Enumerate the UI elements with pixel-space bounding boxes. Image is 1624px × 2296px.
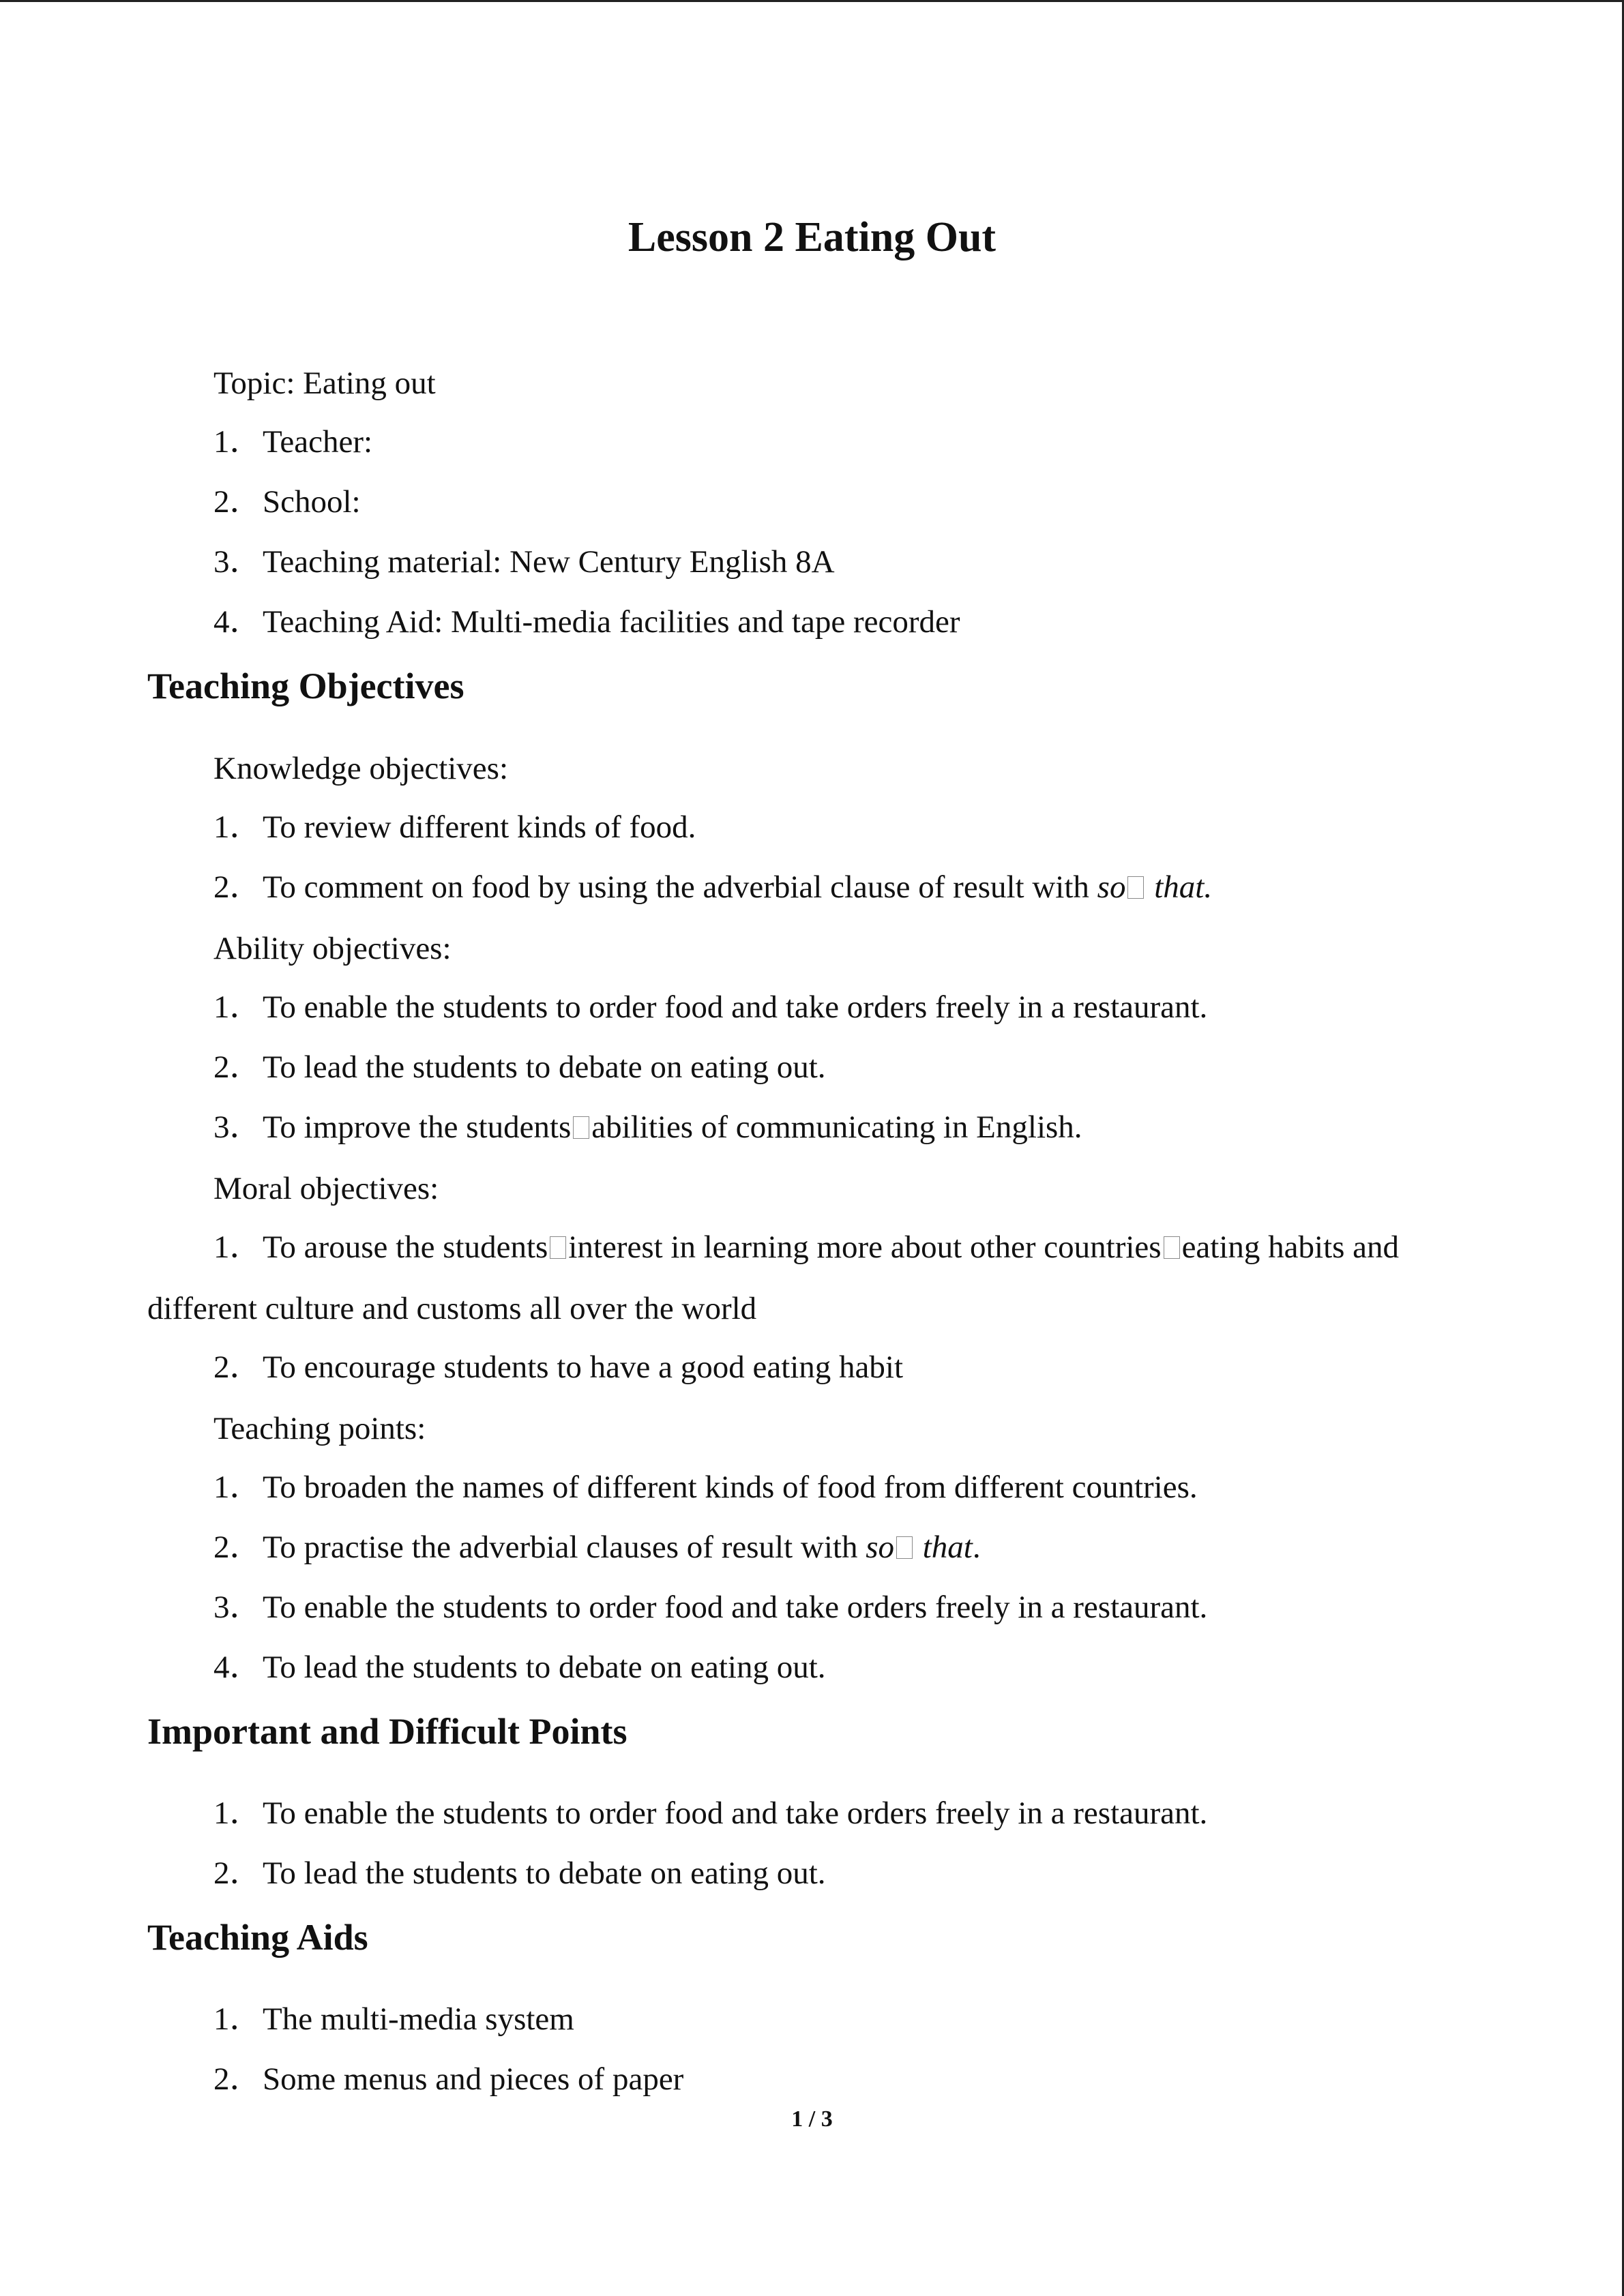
list-number: 1．	[213, 1795, 262, 1831]
list-item-text: To improve the students	[263, 1109, 572, 1145]
teaching-points-label: Teaching points:	[213, 1411, 426, 1446]
aids-item-2	[213, 2059, 683, 2100]
knowledge-objectives-label: Knowledge objectives:	[213, 751, 509, 786]
moral-item-1-continuation: different culture and customs all over the world	[147, 1291, 757, 1326]
list-item-text: Teacher:	[263, 424, 373, 460]
list-item-text: To lead the students to debate on eating out.	[263, 1855, 826, 1891]
intro-item-aid	[213, 601, 960, 642]
list-number: 1．	[213, 989, 262, 1025]
heading-important-difficult-points: Important and Difficult Points	[147, 1711, 628, 1752]
list-item-text: Teaching material: New Century English 8A	[263, 544, 835, 580]
document-title: Lesson 2 Eating Out	[628, 214, 996, 260]
list-number: 1．	[213, 1229, 262, 1265]
aids-item-1	[213, 1999, 574, 2040]
moral-item-2	[213, 1347, 903, 1388]
list-number: 2．	[213, 1855, 262, 1891]
ability-item-2	[213, 1047, 826, 1088]
term-that: that.	[1154, 869, 1213, 905]
missing-glyph-box	[550, 1236, 566, 1259]
points-item-1	[213, 1467, 1198, 1508]
heading-teaching-aids: Teaching Aids	[147, 1917, 368, 1958]
list-number: 2．	[213, 1530, 262, 1565]
term-that: that	[922, 1530, 973, 1565]
ability-objectives-label: Ability objectives:	[213, 931, 452, 966]
term-so: so	[1097, 869, 1126, 905]
missing-glyph-box	[1164, 1236, 1180, 1259]
page-number: 1 / 3	[791, 2106, 833, 2132]
list-item-text: To review different kinds of food.	[263, 809, 696, 845]
missing-glyph-box	[896, 1536, 913, 1559]
list-number: 1．	[213, 2001, 262, 2037]
ability-item-3	[213, 1107, 1082, 1148]
points-item-2	[213, 1527, 981, 1568]
list-item-text: School:	[263, 484, 361, 520]
important-item-1	[213, 1793, 1207, 1834]
list-item-text: Some menus and pieces of paper	[263, 2061, 684, 2097]
list-item-text: eating habits and	[1181, 1229, 1400, 1265]
list-item-text: To practise the adverbial clauses of result with	[263, 1530, 866, 1565]
list-item-text: To arouse the students	[263, 1229, 548, 1265]
list-item-text: To encourage students to have a good eating habit	[263, 1350, 904, 1385]
list-number: 1．	[213, 809, 262, 845]
list-number: 2．	[213, 484, 262, 520]
missing-glyph-box	[1127, 876, 1144, 899]
moral-objectives-label: Moral objectives:	[213, 1171, 439, 1206]
list-number: 3．	[213, 1109, 262, 1145]
list-number: 1．	[213, 424, 262, 460]
list-item-text: To enable the students to order food and take orders freely in a restaurant.	[263, 1590, 1208, 1625]
list-item-text: Teaching Aid: Multi-media facilities and tape recorder	[263, 604, 960, 640]
knowledge-item-2	[213, 867, 1212, 908]
list-item-text: .	[972, 1530, 981, 1565]
intro-item-material	[213, 541, 835, 582]
intro-item-teacher	[213, 421, 372, 462]
list-item-text: To lead the students to debate on eating out.	[263, 1049, 826, 1085]
list-number: 3．	[213, 1590, 262, 1625]
heading-teaching-objectives: Teaching Objectives	[147, 666, 464, 706]
list-item-text: To comment on food by using the adverbial clause of result with	[263, 869, 1097, 905]
knowledge-item-1	[213, 807, 696, 848]
points-item-4	[213, 1647, 826, 1688]
list-number: 2．	[213, 1350, 262, 1385]
missing-glyph-box	[573, 1116, 589, 1139]
page-top-border	[0, 0, 1624, 2]
term-so: so	[866, 1530, 894, 1565]
ability-item-1	[213, 987, 1207, 1028]
list-number: 2．	[213, 1049, 262, 1085]
list-number: 3．	[213, 544, 262, 580]
list-number: 1．	[213, 1470, 262, 1505]
topic-line: Topic: Eating out	[213, 366, 436, 401]
list-number: 2．	[213, 869, 262, 905]
moral-item-1	[213, 1227, 1399, 1268]
list-item-text: To broaden the names of different kinds of food from different countries.	[263, 1470, 1198, 1505]
important-item-2	[213, 1853, 826, 1894]
list-item-text: abilities of communicating in English.	[591, 1109, 1082, 1145]
points-item-3	[213, 1587, 1207, 1628]
list-item-text: The multi-media system	[263, 2001, 574, 2037]
list-item-text: To lead the students to debate on eating out.	[263, 1650, 826, 1685]
intro-item-school	[213, 481, 361, 522]
list-item-text: To enable the students to order food and take orders freely in a restaurant.	[263, 1795, 1208, 1831]
list-number: 2．	[213, 2061, 262, 2097]
list-item-text: interest in learning more about other countries	[568, 1229, 1162, 1265]
list-item-text: To enable the students to order food and take orders freely in a restaurant.	[263, 989, 1208, 1025]
list-number: 4．	[213, 604, 262, 640]
list-number: 4．	[213, 1650, 262, 1685]
